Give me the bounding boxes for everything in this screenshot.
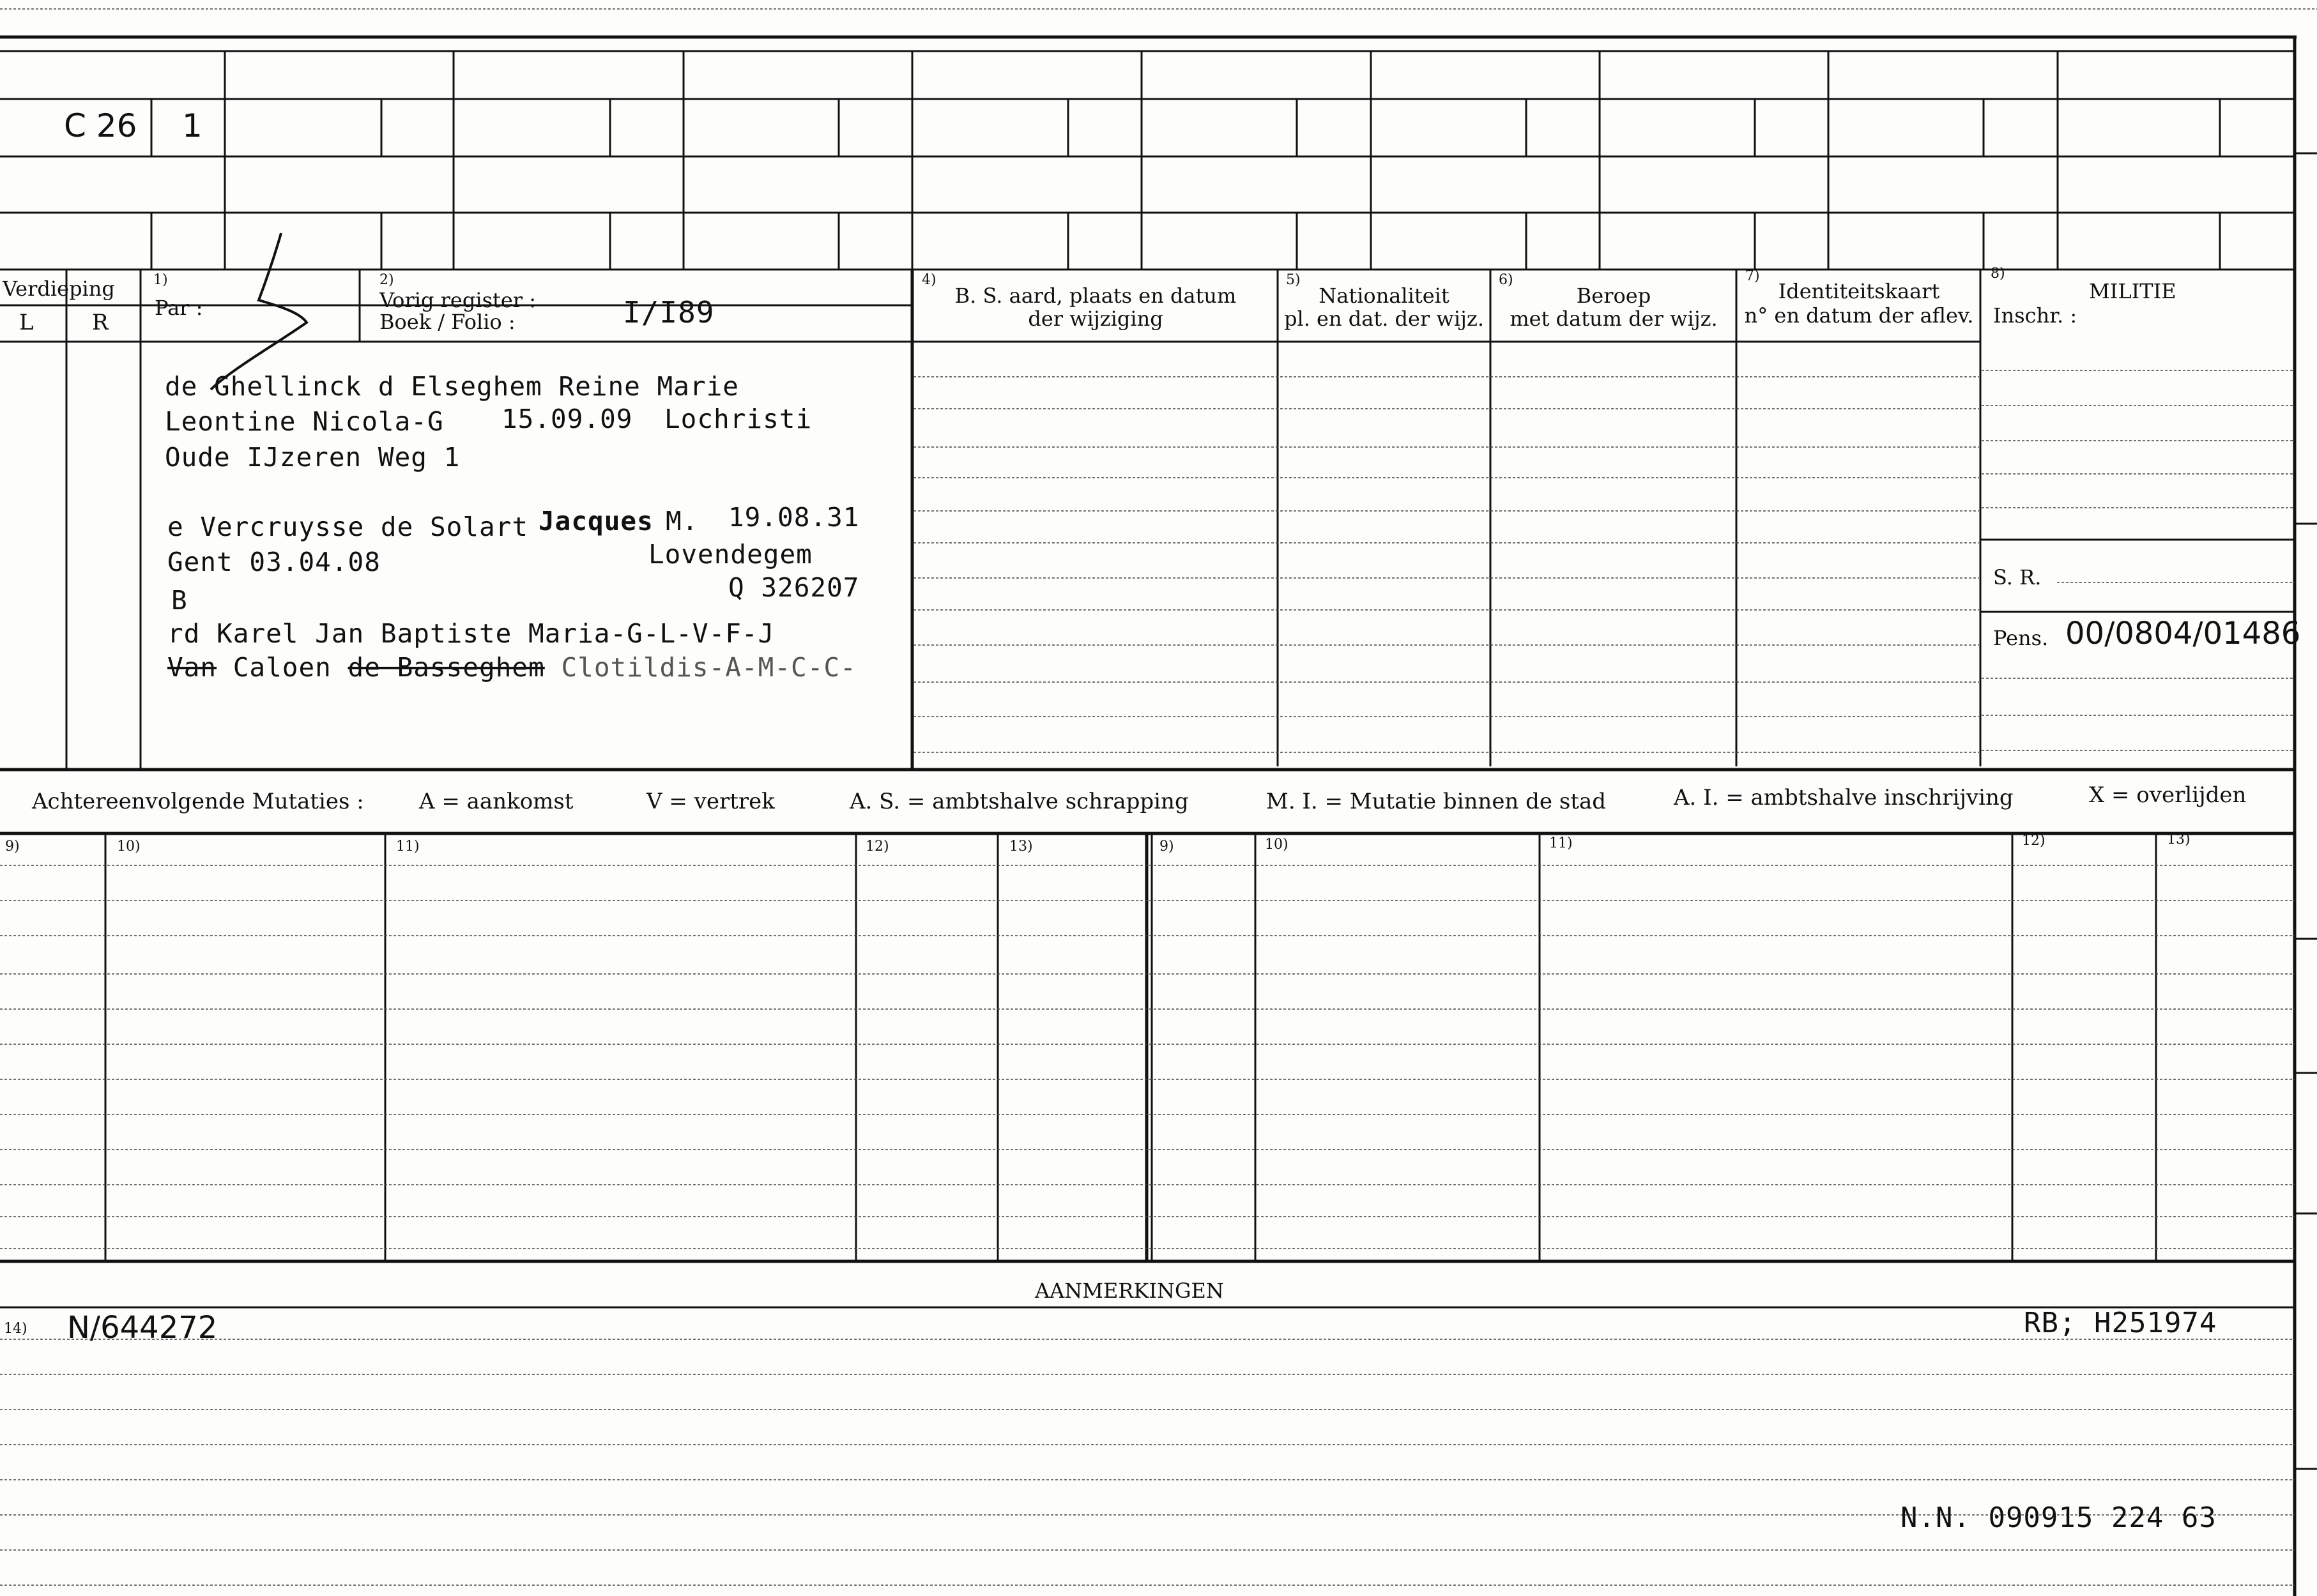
col1-number: 1) bbox=[153, 272, 168, 288]
legend-x: X = overlijden bbox=[2089, 782, 2247, 808]
parent-surname: Caloen bbox=[233, 652, 332, 683]
col8-number: 8) bbox=[1991, 266, 2005, 282]
spouse-gender: M. bbox=[666, 506, 699, 536]
militie-title: MILITIE bbox=[2089, 279, 2176, 303]
person-name-line1: de Ghellinck d Elseghem Reine Marie bbox=[165, 371, 739, 402]
mut-col-13-left: 13) bbox=[1009, 839, 1033, 855]
mutations-title: Achtereenvolgende Mutaties : bbox=[32, 789, 364, 814]
register-number: 1 bbox=[182, 107, 203, 144]
remarks-nn-number: N.N. 090915 224 63 bbox=[1900, 1501, 2217, 1534]
mut-col-10-right: 10) bbox=[1265, 837, 1288, 853]
verdieping-col-l: L bbox=[19, 310, 34, 335]
remarks-number: 14) bbox=[4, 1321, 27, 1337]
col6-number: 6) bbox=[1499, 272, 1513, 288]
remarks-rb-number: RB; H251974 bbox=[2024, 1307, 2217, 1339]
spouse-birth: Gent 03.04.08 bbox=[167, 547, 381, 577]
col7-heading-line2: n° en datum der aflev. bbox=[1744, 303, 1974, 328]
mut-col-13-right: 13) bbox=[2167, 832, 2191, 847]
legend-mi: M. I. = Mutatie binnen de stad bbox=[1266, 789, 1606, 814]
mut-col-12-right: 12) bbox=[2022, 833, 2046, 849]
col4-heading-line2: der wijziging bbox=[1028, 307, 1163, 331]
spouse-nationality-code: B bbox=[171, 585, 188, 616]
mut-col-10-left: 10) bbox=[117, 839, 141, 855]
parent-line1: rd Karel Jan Baptiste Maria-G-L-V-F-J bbox=[167, 618, 775, 649]
vorig-register-label: Vorig register : bbox=[379, 288, 537, 312]
verdieping-label: Verdieping bbox=[3, 277, 115, 301]
spouse-first-name: Jacques bbox=[539, 506, 654, 536]
col5-number: 5) bbox=[1286, 272, 1301, 288]
struck-prefix: Van bbox=[167, 652, 217, 683]
verdieping-col-r: R bbox=[92, 310, 109, 335]
boek-folio-value: I/I89 bbox=[623, 295, 715, 330]
register-code: C 26 bbox=[64, 107, 137, 144]
col7-heading-line1: Identiteitskaart bbox=[1778, 279, 1940, 303]
remarks-title: AANMERKINGEN bbox=[1035, 1279, 1224, 1303]
parent-first-names: Clotildis-A-M-C-C- bbox=[561, 652, 857, 683]
struck-suffix: de Basseghem bbox=[348, 652, 545, 683]
mut-col-12-left: 12) bbox=[866, 839, 889, 855]
legend-ai: A. I. = ambtshalve inschrijving bbox=[1674, 785, 2014, 810]
mut-col-11-right: 11) bbox=[1549, 835, 1573, 851]
person-birth-date: 15.09.09 bbox=[501, 404, 633, 434]
col4-number: 4) bbox=[922, 272, 937, 288]
spouse-line1-name: e Vercruysse de Solart bbox=[167, 512, 529, 542]
inschr-label: Inschr. : bbox=[1993, 303, 2077, 328]
spouse-marriage-date: 19.08.31 bbox=[728, 502, 860, 533]
remarks-n-number: N/644272 bbox=[67, 1310, 218, 1346]
col6-heading-line1: Beroep bbox=[1576, 284, 1651, 308]
col5-heading-line1: Nationaliteit bbox=[1319, 284, 1449, 308]
col6-heading-line2: met datum der wijz. bbox=[1510, 307, 1718, 331]
col7-number: 7) bbox=[1745, 268, 1760, 284]
mut-col-9-right: 9) bbox=[1159, 839, 1174, 855]
col4-heading-line1: B. S. aard, plaats en datum bbox=[954, 284, 1237, 308]
par-label: Par : bbox=[155, 296, 203, 320]
person-birth-place: Lochristi bbox=[664, 404, 813, 434]
person-name-line2: Leontine Nicola-G bbox=[165, 406, 444, 437]
mut-col-9-left: 9) bbox=[5, 839, 20, 855]
legend-a: A = aankomst bbox=[419, 789, 574, 814]
mut-col-11-left: 11) bbox=[396, 839, 420, 855]
pens-label: Pens. bbox=[1993, 626, 2049, 650]
person-address: Oude IJzeren Weg 1 bbox=[165, 442, 461, 473]
sr-label: S. R. bbox=[1993, 565, 2042, 589]
spouse-id-number: Q 326207 bbox=[728, 572, 860, 603]
boek-folio-label: Boek / Folio : bbox=[379, 310, 516, 334]
col5-heading-line2: pl. en dat. der wijz. bbox=[1283, 307, 1484, 331]
col2-number: 2) bbox=[379, 272, 394, 288]
spouse-residence: Lovendegem bbox=[648, 539, 813, 570]
legend-v: V = vertrek bbox=[646, 789, 775, 814]
parent-line2 bbox=[167, 652, 857, 683]
pens-number: 00/0804/01486 bbox=[2065, 616, 2301, 651]
legend-as: A. S. = ambtshalve schrapping bbox=[850, 789, 1189, 814]
